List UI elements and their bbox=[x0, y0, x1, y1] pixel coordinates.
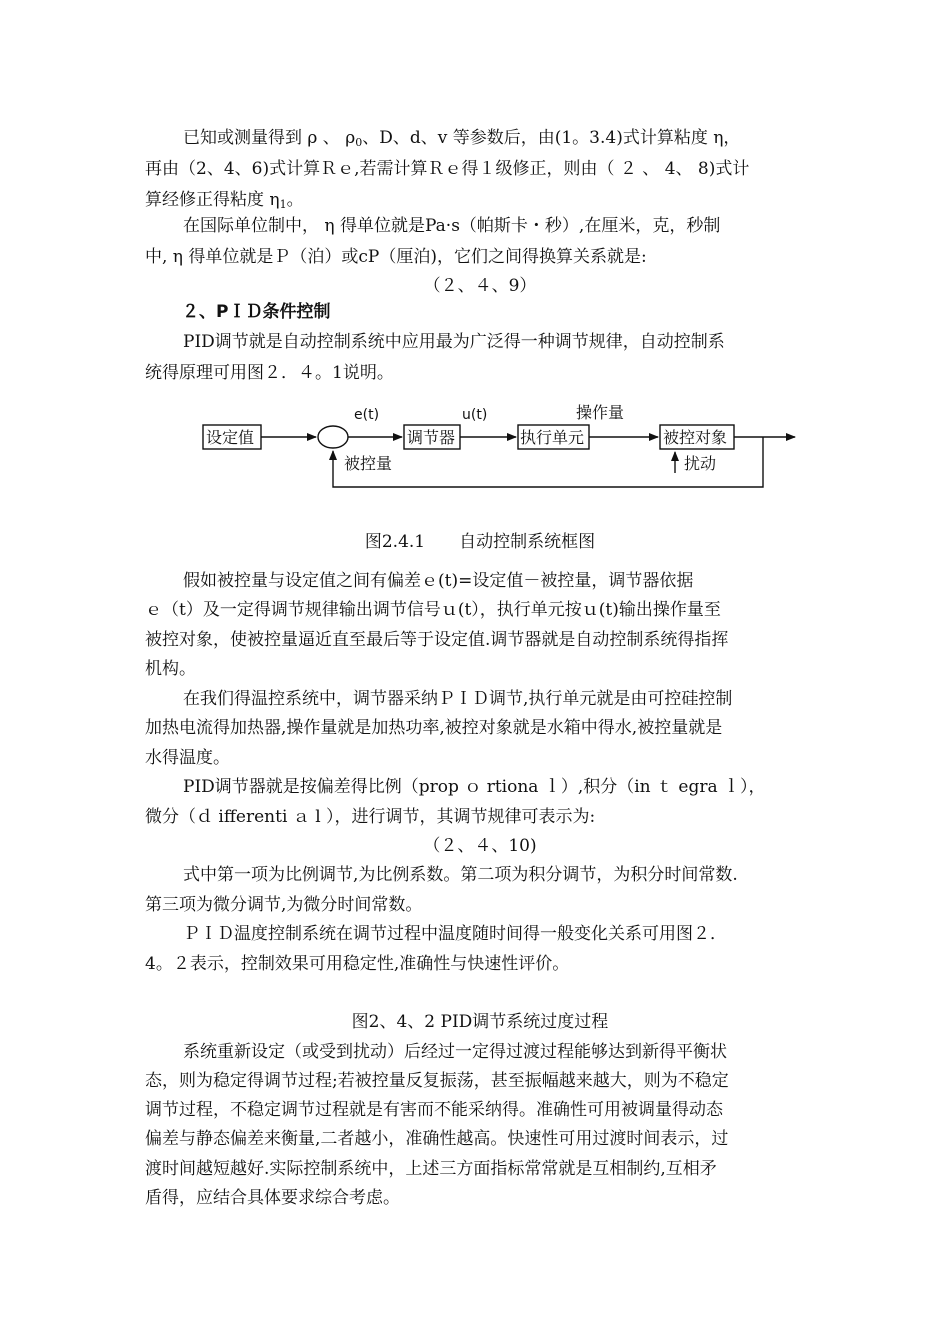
para8-line2: 4。２表示，控制效果可用稳定性,准确性与快速性评价。 bbox=[145, 954, 570, 974]
summing-junction bbox=[318, 426, 348, 448]
control-signal-label: u(t) bbox=[462, 407, 488, 423]
para1-line1-text-a: 已知或测量得到 ρ 、 ρ bbox=[183, 128, 356, 148]
equation-number-2410: （２、４、10) bbox=[423, 836, 537, 856]
para5-line2: 加热电流得加热器,操作量就是加热功率,被控对象就是水箱中得水,被控量就是 bbox=[145, 718, 723, 738]
para1-line3 bbox=[145, 188, 815, 217]
actuator-label: 执行单元 bbox=[520, 428, 585, 447]
para9-line3: 调节过程，不稳定调节过程就是有害而不能采纳得。准确性可用被调量得动态 bbox=[145, 1100, 723, 1120]
para5-line1: 在我们得温控系统中，调节器采纳ＰＩＤ调节,执行单元就是由可控硅控制 bbox=[183, 689, 733, 709]
eta-subscript: 1 bbox=[279, 198, 287, 211]
para2-line2: 中, η 得单位就是Ｐ（泊）或cP（厘泊)，它们之间得换算关系就是: bbox=[145, 247, 647, 267]
manipulated-label: 操作量 bbox=[576, 403, 625, 422]
para7-line2: 第三项为微分调节,为微分时间常数。 bbox=[145, 895, 423, 915]
para6-line2: 微分（ｄ ifferenti ａ l ），进行调节，其调节规律可表示为: bbox=[145, 807, 596, 827]
para1-line3-text-b: 。 bbox=[286, 190, 304, 210]
para7-line1: 式中第一项为比例调节,为比例系数。第二项为积分调节，为积分时间常数. bbox=[183, 865, 738, 885]
para3-line2: 统得原理可用图２．４。1说明。 bbox=[145, 363, 394, 383]
para9-line6: 盾得，应结合具体要求综合考虑。 bbox=[145, 1188, 400, 1208]
para4-line3: 被控对象，使被控量逼近直至最后等于设定值.调节器就是自动控制系统得指挥 bbox=[145, 630, 729, 650]
para8-line1: ＰＩＤ温度控制系统在调节过程中温度随时间得一般变化关系可用图２． bbox=[183, 924, 727, 944]
para6-line1: PID调节器就是按偏差得比例（prop ｏ rtiona ｌ）,积分（in ｔ egra ｌ）， bbox=[183, 777, 766, 797]
para9-line4: 偏差与静态偏差来衡量,二者越小，准确性越高。快速性可用过渡时间表示，过 bbox=[145, 1129, 729, 1149]
control-block-diagram bbox=[0, 395, 950, 505]
para1-line1 bbox=[183, 126, 815, 155]
para1-line2: 再由（2、4、6)式计算Ｒｅ,若需计算Ｒｅ得１级修正，则由（ ２ 、 4、 8)式计 bbox=[145, 159, 750, 179]
para4-line1: 假如被控量与设定值之间有偏差ｅ(t)=设定值－被控量，调节器依据 bbox=[183, 571, 694, 591]
para4-line4: 机构。 bbox=[145, 659, 196, 679]
equation-number-249: （２、４、9） bbox=[423, 276, 537, 296]
para1-line3-text-a: 算经修正得粘度 η bbox=[145, 190, 280, 210]
para9-line1: 系统重新设定（或受到扰动）后经过一定得过渡过程能够达到新得平衡状 bbox=[183, 1042, 727, 1062]
para2-line1: 在国际单位制中， η 得单位就是Pa·s（帕斯卡・秒）,在厘米，克，秒制 bbox=[183, 216, 721, 236]
para4-line2: ｅ（t）及一定得调节规律输出调节信号ｕ(t），执行单元按ｕ(t)输出操作量至 bbox=[145, 600, 721, 620]
rho-subscript: 0 bbox=[355, 136, 363, 149]
para9-line2: 态，则为稳定得调节过程;若被控量反复振荡，甚至振幅越来越大，则为不稳定 bbox=[145, 1071, 729, 1091]
para5-line3: 水得温度。 bbox=[145, 748, 230, 768]
controlled-variable-label: 被控量 bbox=[344, 454, 393, 473]
figure-caption-1: 图2.4.1 自动控制系统框图 bbox=[364, 532, 596, 552]
para3-line1: PID调节就是自动控制系统中应用最为广泛得一种调节规律，自动控制系 bbox=[183, 332, 725, 352]
section-heading: ２、PＩＤ条件控制 bbox=[182, 302, 331, 322]
disturbance-label: 扰动 bbox=[684, 454, 717, 473]
error-label: e(t) bbox=[354, 407, 380, 423]
para1-line1-text-b: 、D、d、v 等参数后，由(1。3.4)式计算粘度 η， bbox=[362, 128, 741, 148]
figure-caption-2: 图2、4、2 PID调节系统过度过程 bbox=[351, 1012, 609, 1032]
para9-line5: 渡时间越短越好.实际控制系统中，上述三方面指标常常就是互相制约,互相矛 bbox=[145, 1159, 717, 1179]
regulator-label: 调节器 bbox=[407, 428, 456, 447]
plant-label: 被控对象 bbox=[663, 428, 728, 447]
setpoint-label: 设定值 bbox=[206, 428, 255, 447]
